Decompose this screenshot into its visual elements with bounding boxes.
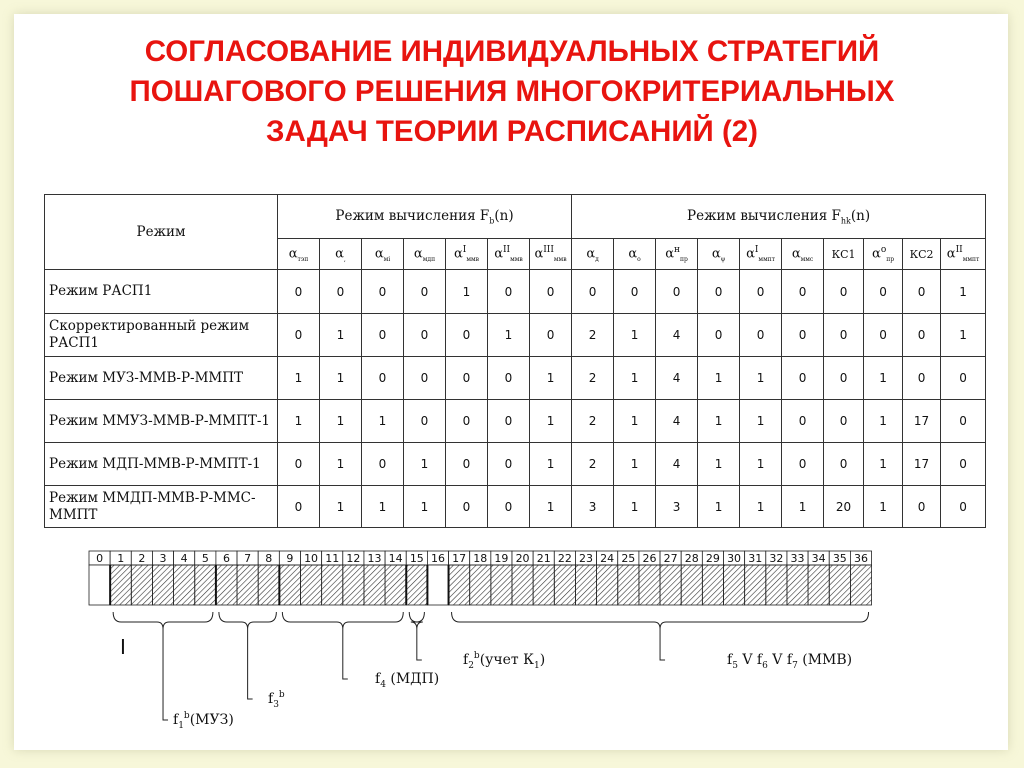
symbol-header-6: $\alpha^{III}_{ммв}$ — [530, 239, 572, 270]
table-cell: 0 — [740, 270, 782, 314]
bit-cell — [385, 565, 406, 605]
table-cell: 0 — [446, 400, 488, 443]
table-cell: 0 — [614, 270, 656, 314]
table-cell: 0 — [530, 314, 572, 357]
bit-cell — [279, 565, 300, 605]
table-cell: 1 — [320, 486, 362, 528]
bit-cell — [237, 565, 258, 605]
header-group-fb: Режим вычисления $F_b(n)$ — [278, 195, 572, 239]
table-cell: 0 — [404, 357, 446, 400]
bit-number: 29 — [705, 552, 720, 565]
bit-cell — [131, 565, 152, 605]
symbol-header-15: КС2 — [903, 239, 941, 270]
bit-cell — [491, 565, 512, 605]
bit-number: 24 — [600, 552, 615, 565]
table-cell: 1 — [362, 400, 404, 443]
bit-number: 25 — [621, 552, 636, 565]
table-cell: 1 — [864, 357, 903, 400]
table-cell: 0 — [320, 270, 362, 314]
table-cell: 2 — [572, 314, 614, 357]
bit-number: 10 — [304, 552, 319, 565]
bit-cell — [470, 565, 491, 605]
table-cell: 0 — [404, 270, 446, 314]
bit-number: 21 — [536, 552, 551, 565]
bit-number: 26 — [642, 552, 657, 565]
table-cell: 1 — [278, 400, 320, 443]
table-cell: 0 — [362, 314, 404, 357]
bit-cell — [195, 565, 216, 605]
bit-number: 35 — [832, 552, 847, 565]
bit-cell — [449, 565, 470, 605]
label-leader-3 — [417, 629, 422, 660]
title-line-3: ЗАДАЧ ТЕОРИИ РАСПИСАНИЙ (2) — [266, 115, 758, 148]
bit-number: 3 — [159, 552, 167, 565]
bit-cell — [660, 565, 681, 605]
bit-cell — [681, 565, 702, 605]
group-brace-4 — [452, 612, 869, 629]
table-cell: 4 — [656, 357, 698, 400]
table-cell: 1 — [404, 443, 446, 486]
table-cell: 0 — [782, 400, 824, 443]
table-cell: 1 — [698, 486, 740, 528]
table-cell: 0 — [903, 270, 941, 314]
bit-cell — [533, 565, 554, 605]
table-cell: 1 — [698, 443, 740, 486]
bit-cell — [597, 565, 618, 605]
table-cell: 1 — [864, 400, 903, 443]
table-cell: 0 — [446, 486, 488, 528]
bit-cell — [766, 565, 787, 605]
table-cell: 0 — [782, 314, 824, 357]
symbol-header-5: $\alpha^{II}_{ммв}$ — [488, 239, 530, 270]
row-mode-label: Режим МДП-ММВ-Р-ММПТ-1 — [45, 443, 278, 486]
table-cell: 0 — [278, 314, 320, 357]
table-cell: 1 — [941, 270, 986, 314]
label-f5-f6-f7: $f_5$ V $f_6$ V $f_7$ (ММВ) — [727, 652, 853, 671]
bit-number: 9 — [286, 552, 294, 565]
bit-cell — [216, 565, 237, 605]
header-group-fhk: Режим вычисления $F_{hk}(n)$ — [572, 195, 986, 239]
label-leader-1 — [248, 629, 253, 699]
group-brace-0 — [113, 612, 213, 629]
table-cell: 0 — [446, 443, 488, 486]
table-cell: 0 — [488, 270, 530, 314]
bit-number: 23 — [579, 552, 594, 565]
bit-number: 32 — [769, 552, 784, 565]
symbol-header-10: $\alpha_\psi$ — [698, 239, 740, 270]
table-cell: 1 — [320, 400, 362, 443]
table-cell: 0 — [488, 400, 530, 443]
table-cell: 20 — [824, 486, 864, 528]
bit-number: 19 — [494, 552, 509, 565]
table-cell: 4 — [656, 400, 698, 443]
table-cell: 0 — [903, 486, 941, 528]
row-mode-label: Режим РАСП1 — [45, 270, 278, 314]
table-cell: 0 — [446, 357, 488, 400]
table-cell: 0 — [572, 270, 614, 314]
table-cell: 1 — [362, 486, 404, 528]
table-cell: 1 — [530, 443, 572, 486]
table-cell: 3 — [572, 486, 614, 528]
bit-cell — [787, 565, 808, 605]
bit-cell — [364, 565, 385, 605]
label-f3: $f_3^b$ — [268, 690, 285, 710]
table-cell: 0 — [782, 270, 824, 314]
table-cell: 1 — [782, 486, 824, 528]
table-cell: 1 — [320, 357, 362, 400]
table-cell: 0 — [404, 314, 446, 357]
bit-cell — [724, 565, 745, 605]
table-cell: 0 — [864, 270, 903, 314]
bit-number: 12 — [346, 552, 361, 565]
table-cell: 0 — [362, 443, 404, 486]
table-cell: 1 — [614, 357, 656, 400]
bit-number: 33 — [790, 552, 805, 565]
table-cell: 0 — [404, 400, 446, 443]
bit-number: 0 — [96, 552, 104, 565]
table-cell: 0 — [941, 443, 986, 486]
symbol-header-3: $\alpha_{мдп}$ — [404, 239, 446, 270]
table-cell: 4 — [656, 443, 698, 486]
bit-cell — [406, 565, 427, 605]
row-mode-label: Скорректированный режим РАСП1 — [45, 314, 278, 357]
bit-number: 11 — [325, 552, 340, 565]
table-cell: 1 — [941, 314, 986, 357]
table-cell: 0 — [941, 486, 986, 528]
bit-number: 5 — [201, 552, 209, 565]
bit-cell — [745, 565, 766, 605]
label-leader-4 — [660, 629, 665, 660]
bit-cell — [152, 565, 173, 605]
table-cell: 0 — [488, 486, 530, 528]
table-cell: 1 — [740, 357, 782, 400]
symbol-header-4: $\alpha^I_{ммв}$ — [446, 239, 488, 270]
table-cell: 0 — [864, 314, 903, 357]
bit-number: 15 — [409, 552, 424, 565]
label-f2: $f_2^b(учет$ $К_1$) — [463, 651, 546, 671]
bit-cell — [89, 565, 110, 605]
table-cell: 0 — [941, 357, 986, 400]
table-cell: 0 — [446, 314, 488, 357]
bit-number: 7 — [244, 552, 252, 565]
symbol-header-2: $\alpha_{мi}$ — [362, 239, 404, 270]
table-cell: 0 — [278, 486, 320, 528]
table-cell: 0 — [530, 270, 572, 314]
table-cell: 1 — [278, 357, 320, 400]
table-cell: 0 — [362, 357, 404, 400]
group-braces — [113, 612, 868, 629]
table-cell: 0 — [362, 270, 404, 314]
bit-number-row — [89, 551, 872, 565]
header-mode: Режим — [45, 195, 278, 270]
group-brace-1 — [219, 612, 276, 629]
table-cell: 0 — [488, 443, 530, 486]
table-cell: 1 — [404, 486, 446, 528]
symbol-header-1: $\alpha_,$ — [320, 239, 362, 270]
row-mode-label: Режим ММДП-ММВ-Р-ММС-ММПТ — [45, 486, 278, 528]
table-cell: 0 — [941, 400, 986, 443]
bit-cell — [618, 565, 639, 605]
table-cell: 1 — [864, 443, 903, 486]
symbol-header-14: $\alpha^о_{пр}$ — [864, 239, 903, 270]
bit-cell — [808, 565, 829, 605]
table-cell: 0 — [903, 357, 941, 400]
table-cell: 1 — [530, 400, 572, 443]
row-mode-label: Режим МУЗ-ММВ-Р-ММПТ — [45, 357, 278, 400]
bit-cell — [829, 565, 850, 605]
symbol-header-11: $\alpha^I_{ммпт}$ — [740, 239, 782, 270]
table-cell: 1 — [530, 357, 572, 400]
table-cell: 2 — [572, 357, 614, 400]
table-cell: 0 — [782, 443, 824, 486]
table-cell: 1 — [864, 486, 903, 528]
bit-cell — [850, 565, 871, 605]
title-line-2: ПОШАГОВОГО РЕШЕНИЯ МНОГОКРИТЕРИАЛЬНЫХ — [129, 75, 895, 108]
bit-cell — [575, 565, 596, 605]
symbol-header-9: $\alpha^н_{пр}$ — [656, 239, 698, 270]
bit-number: 22 — [557, 552, 572, 565]
bit-cell-row — [89, 565, 872, 605]
table-cell: 0 — [698, 314, 740, 357]
bit-number: 20 — [515, 552, 530, 565]
bit-number: 6 — [222, 552, 230, 565]
label-f4: $f_4$ (МДП) — [375, 671, 440, 690]
bit-number: 8 — [265, 552, 273, 565]
table-cell: 1 — [446, 270, 488, 314]
label-leader-2 — [343, 629, 348, 679]
bit-cell — [110, 565, 131, 605]
label-f1: $f_1^b(МУЗ)$ — [173, 711, 234, 731]
table-cell: 17 — [903, 443, 941, 486]
table-cell: 1 — [740, 443, 782, 486]
symbol-header-0: $\alpha_{тэп}$ — [278, 239, 320, 270]
table-cell: 1 — [320, 314, 362, 357]
bit-cell — [702, 565, 723, 605]
bit-number: 16 — [430, 552, 445, 565]
table-cell: 0 — [488, 357, 530, 400]
group-brace-3 — [409, 612, 424, 629]
symbol-header-16: $\alpha^{II}_{ммпт}$ — [941, 239, 986, 270]
table-cell: 0 — [824, 357, 864, 400]
bit-number: 4 — [180, 552, 188, 565]
table-cell: 2 — [572, 400, 614, 443]
table-cell: 2 — [572, 443, 614, 486]
symbol-header-13: КС1 — [824, 239, 864, 270]
bit-cell — [301, 565, 322, 605]
bit-number: 34 — [811, 552, 826, 565]
title-line-1: СОГЛАСОВАНИЕ ИНДИВИДУАЛЬНЫХ СТРАТЕГИЙ — [144, 35, 880, 68]
marker-text: I — [120, 635, 126, 659]
row-mode-label: Режим ММУЗ-ММВ-Р-ММПТ-1 — [45, 400, 278, 443]
bit-number: 36 — [853, 552, 868, 565]
group-brace-2 — [282, 612, 403, 629]
bit-number: 18 — [473, 552, 488, 565]
table-cell: 0 — [782, 357, 824, 400]
bit-number: 27 — [663, 552, 678, 565]
bit-cell — [174, 565, 195, 605]
bit-cell — [554, 565, 575, 605]
table-cell: 1 — [698, 400, 740, 443]
table-cell: 0 — [740, 314, 782, 357]
symbol-header-8: $\alpha_о$ — [614, 239, 656, 270]
table-cell: 1 — [320, 443, 362, 486]
bit-number: 17 — [452, 552, 467, 565]
table-cell: 1 — [614, 314, 656, 357]
table-cell: 1 — [530, 486, 572, 528]
table-cell: 0 — [824, 270, 864, 314]
bit-cell — [639, 565, 660, 605]
table-cell: 3 — [656, 486, 698, 528]
label-leader-0 — [163, 629, 168, 720]
table-cell: 0 — [903, 314, 941, 357]
table-cell: 1 — [740, 400, 782, 443]
bit-cell — [258, 565, 279, 605]
table-cell: 0 — [824, 400, 864, 443]
table-cell: 4 — [656, 314, 698, 357]
symbol-header-12: $\alpha_{ммс}$ — [782, 239, 824, 270]
table-cell: 1 — [614, 400, 656, 443]
bit-number: 30 — [727, 552, 742, 565]
table-cell: 17 — [903, 400, 941, 443]
bit-cell — [322, 565, 343, 605]
table-cell: 0 — [698, 270, 740, 314]
bit-number: 14 — [388, 552, 403, 565]
bit-number: 13 — [367, 552, 382, 565]
table-cell: 0 — [824, 314, 864, 357]
table-cell: 0 — [824, 443, 864, 486]
bit-cell — [343, 565, 364, 605]
bit-cell — [512, 565, 533, 605]
bit-number: 2 — [138, 552, 146, 565]
table-cell: 1 — [698, 357, 740, 400]
table-cell: 1 — [488, 314, 530, 357]
bit-number: 31 — [748, 552, 763, 565]
table-cell: 0 — [278, 270, 320, 314]
table-cell: 0 — [278, 443, 320, 486]
table-cell: 1 — [614, 486, 656, 528]
bit-number: 1 — [117, 552, 125, 565]
bit-cell — [427, 565, 448, 605]
table-cell: 1 — [614, 443, 656, 486]
bit-number: 28 — [684, 552, 699, 565]
symbol-header-7: $\alpha_д$ — [572, 239, 614, 270]
table-cell: 0 — [656, 270, 698, 314]
table-cell: 1 — [740, 486, 782, 528]
